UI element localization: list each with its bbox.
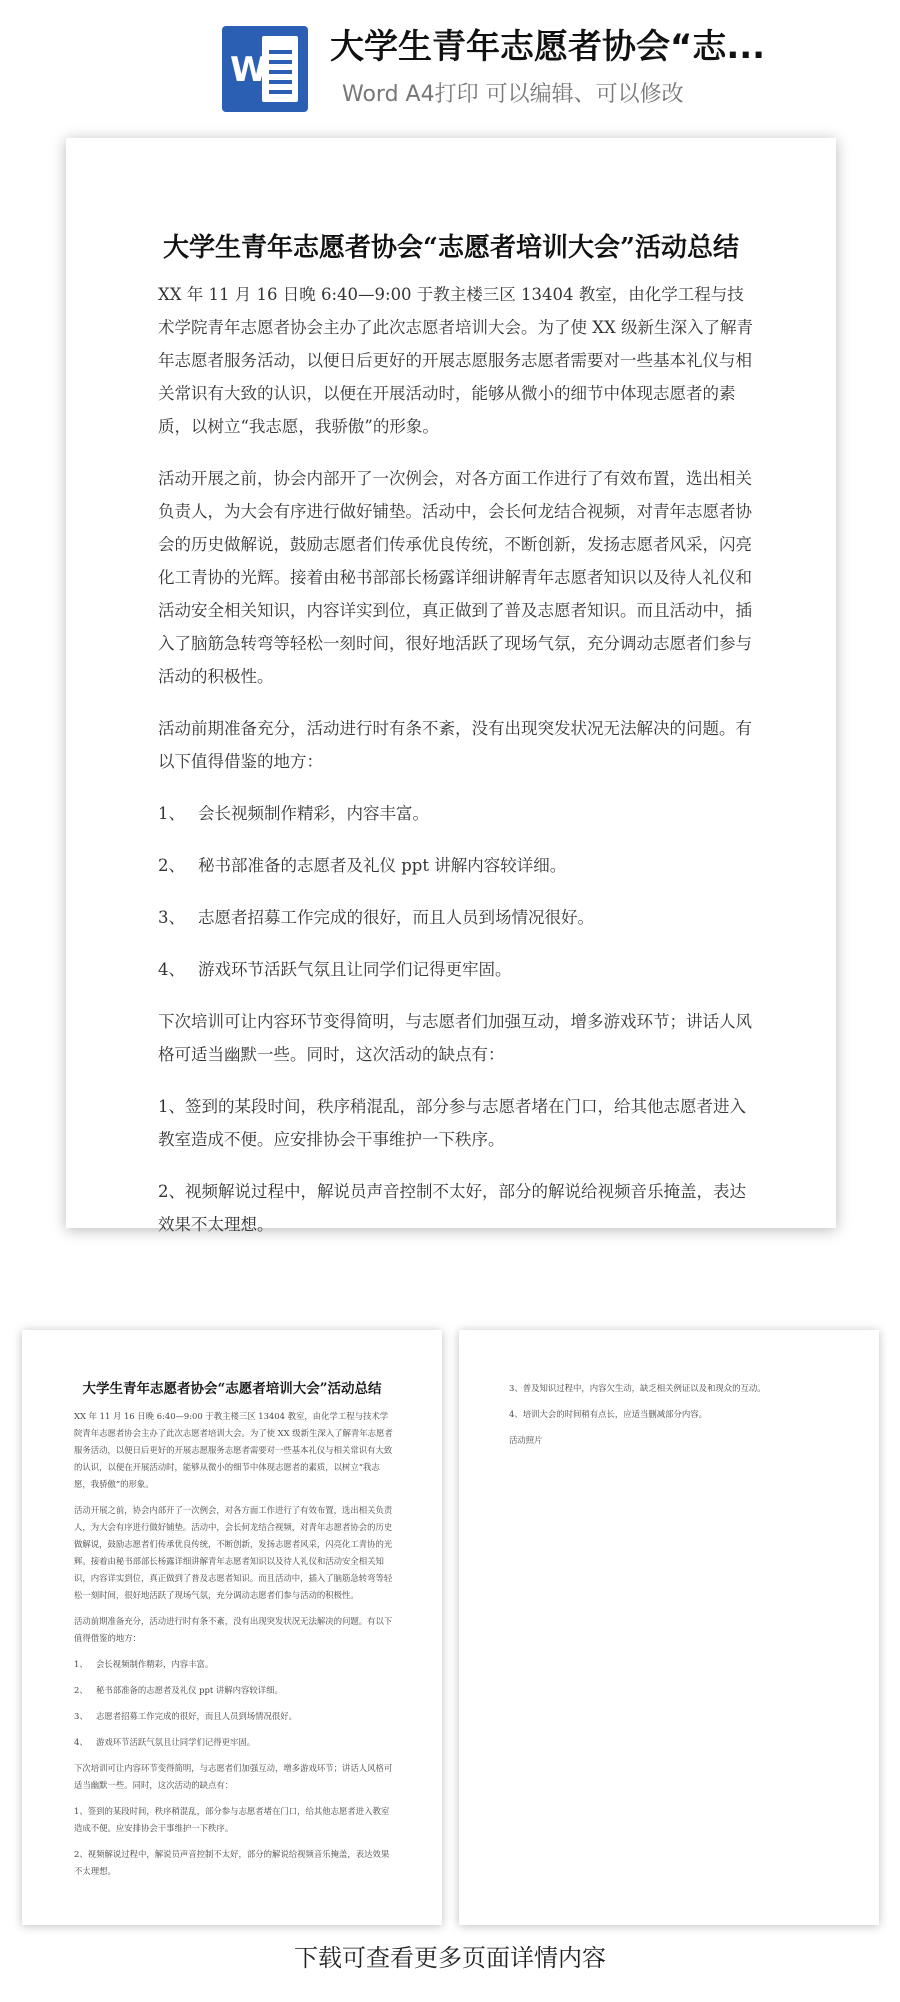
paragraph: XX 年 11 月 16 日晚 6:40—9:00 于教主楼三区 13404 教室，由化学工程与技术学院青年志愿者协会主办了此次志愿者培训大会。为了使 XX 级新生深入了解青年志愿者服务活动，以便日后更好的开展志愿服务志愿者需要对一些基本礼仪与相关常识有大致的认识，以便在开展活动时，能够从微小的细节中体现志愿者的素质，以树立“我志愿，我骄傲”的形象。 [74,1411,393,1489]
list-number: 1、 [158,804,185,823]
page-thumbnail-1[interactable] [22,1330,442,1925]
document-preview-page [66,138,836,1234]
list-item: 4、 游戏环节活跃气氛且让同学们记得更牢固。 [74,1737,256,1747]
list-item: 2、 秘书部准备的志愿者及礼仪 ppt 讲解内容较详细。 [74,1685,283,1695]
paragraph: 活动开展之前，协会内部开了一次例会，对各方面工作进行了有效布置，选出相关负责人，为大会有序进行做好铺垫。活动中，会长何龙结合视频，对青年志愿者协会的历史做解说，鼓励志愿者们传承优良传统，不断创新，发扬志愿者风采，闪亮化工青协的光辉。接着由秘书部部长杨露详细讲解青年志愿者知识以及待人礼仪和活动安全相关知识，内容详实到位，真正做到了普及志愿者知识。而且活动中，插入了脑筋急转弯等轻松一刻时间，很好地活跃了现场气氛，充分调动志愿者们参与活动的积极性。 [74,1505,393,1600]
list-text: 志愿者招募工作完成的很好，而且人员到场情况很好。 [198,908,594,927]
paragraph: 下次培训可让内容环节变得简明，与志愿者们加强互动，增多游戏环节；讲话人风格可适当幽默一些。同时，这次活动的缺点有： [158,1012,752,1064]
defect-item: 1、签到的某段时间，秩序稍混乱，部分参与志愿者堵在门口，给其他志愿者进入教室造成不便。应安排协会干事维护一下秩序。 [158,1097,746,1149]
defect-item: 1、签到的某段时间，秩序稍混乱，部分参与志愿者堵在门口，给其他志愿者进入教室造成不便。应安排协会干事维护一下秩序。 [74,1806,390,1833]
paragraph: 活动开展之前，协会内部开了一次例会，对各方面工作进行了有效布置，选出相关负责人，为大会有序进行做好铺垫。活动中，会长何龙结合视频，对青年志愿者协会的历史做解说，鼓励志愿者们传承优良传统，不断创新，发扬志愿者风采，闪亮化工青协的光辉。接着由秘书部部长杨露详细讲解青年志愿者知识以及待人礼仪和活动安全相关知识，内容详实到位，真正做到了普及志愿者知识。而且活动中，插入了脑筋急转弯等轻松一刻时间，很好地活跃了现场气氛，充分调动志愿者们参与活动的积极性。 [158,469,752,686]
word-icon-letter: W [230,50,268,90]
paragraph: 活动前期准备充分，活动进行时有条不紊，没有出现突发状况无法解决的问题。有以下值得借鉴的地方： [158,719,752,771]
word-icon [222,26,308,112]
list-text: 秘书部准备的志愿者及礼仪 ppt 讲解内容较详细。 [198,856,567,875]
header-subtitle: Word A4打印 可以编辑、可以修改 [342,82,684,107]
download-hint[interactable]: 下载可查看更多页面详情内容 [294,1944,606,1972]
defect-item: 2、视频解说过程中，解说员声音控制不太好，部分的解说给视频音乐掩盖，表达效果不太理想。 [158,1182,746,1234]
document-body [158,278,758,1260]
list-item [158,797,758,830]
list-number: 2、 [158,856,185,875]
paragraph: 活动前期准备充分，活动进行时有条不紊，没有出现突发状况无法解决的问题。有以下值得借鉴的地方： [74,1616,393,1643]
list-item [158,901,758,934]
page-thumbnail-2[interactable] [459,1330,879,1925]
list-text: 游戏环节活跃气氛且让同学们记得更牢固。 [198,960,512,979]
paragraph: 下次培训可让内容环节变得简明，与志愿者们加强互动，增多游戏环节；讲话人风格可适当幽默一些。同时，这次活动的缺点有： [74,1763,393,1790]
thumbnail-body [509,1380,829,1458]
list-text: 会长视频制作精彩，内容丰富。 [198,804,429,823]
defect-item: 2、视频解说过程中，解说员声音控制不太好，部分的解说给视频音乐掩盖，表达效果不太理想。 [74,1849,390,1876]
list-item: 3、 志愿者招募工作完成的很好，而且人员到场情况很好。 [74,1711,297,1721]
thumbnail-title: 大学生青年志愿者协会“志愿者培训大会”活动总结 [82,1381,382,1397]
thumbnail-body [74,1408,394,1889]
list-number: 3、 [158,908,185,927]
list-item: 3、普及知识过程中，内容欠生动，缺乏相关例证以及和现众的互动。 [509,1383,766,1393]
photo-caption: 活动照片 [509,1435,543,1445]
list-item: 1、 会长视频制作精彩，内容丰富。 [74,1659,214,1669]
list-item [158,953,758,986]
list-item [158,849,758,882]
header-title: 大学生青年志愿者协会“志... [330,27,766,67]
document-title: 大学生青年志愿者协会“志愿者培训大会”活动总结 [163,233,739,263]
paragraph: XX 年 11 月 16 日晚 6:40—9:00 于教主楼三区 13404 教室，由化学工程与技术学院青年志愿者协会主办了此次志愿者培训大会。为了使 XX 级新生深入了解青年志愿者服务活动，以便日后更好的开展志愿服务志愿者需要对一些基本礼仪与相关常识有大致的认识，以便在开展活动时，能够从微小的细节中体现志愿者的素质，以树立“我志愿，我骄傲”的形象。 [158,285,753,436]
list-item: 4、培训大会的时间稍有点长，应适当删减部分内容。 [509,1409,707,1419]
list-number: 4、 [158,960,185,979]
header [0,0,900,130]
